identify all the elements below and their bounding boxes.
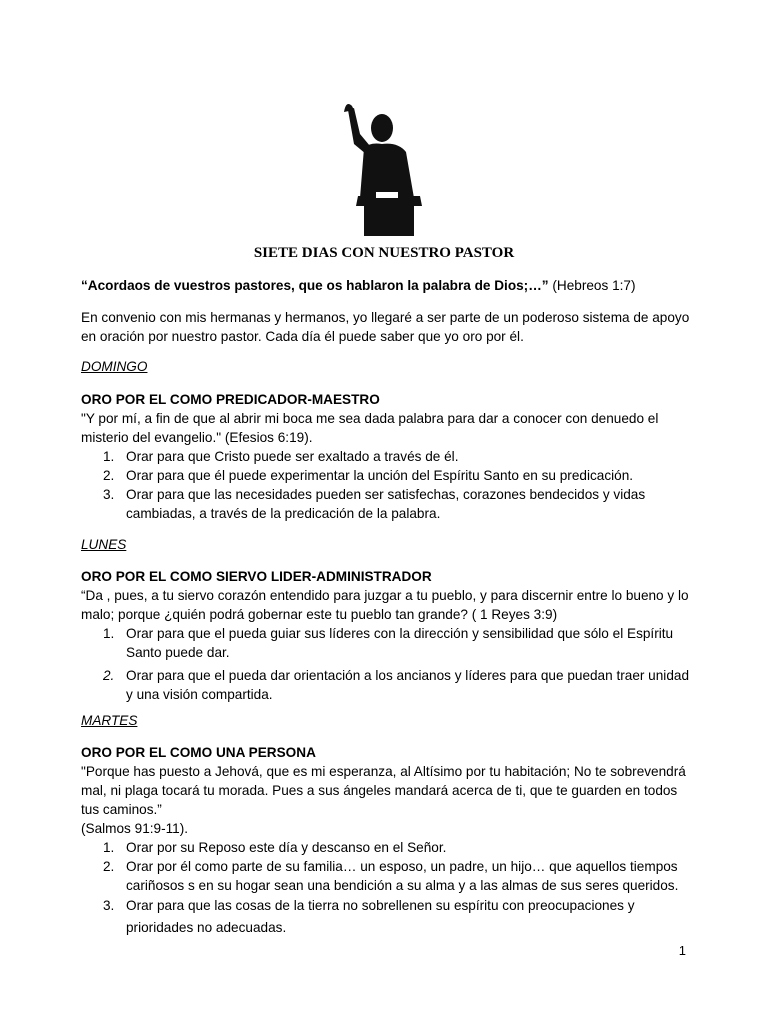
intro-quote-reference: (Hebreos 1:7) xyxy=(548,278,636,293)
list-item-text: Orar para que el pueda dar orientación a los ancianos y líderes para que puedan traer unidad y una visión compartida. xyxy=(126,668,690,702)
list-item xyxy=(81,624,691,662)
day-label-lunes: LUNES xyxy=(81,537,127,552)
list-item-number: 1. xyxy=(103,626,115,641)
page-number: 1 xyxy=(678,943,686,958)
list-item xyxy=(81,838,691,857)
prayer-list-martes xyxy=(81,838,691,939)
prayer-list-domingo xyxy=(81,447,691,523)
list-item-number: 2. xyxy=(103,468,115,483)
pastor-at-pulpit-icon xyxy=(330,88,433,236)
section-verse-reference-martes: (Salmos 91:9-11). xyxy=(81,821,189,836)
section-verse-lunes: “Da , pues, a tu siervo corazón entendido para juzgar a tu pueblo, y para discernir entre lo bueno y lo malo; porque ¿quién podrá gobernar este tu pueblo tan grande? ( 1 Reyes 3:9) xyxy=(81,588,689,622)
list-item-text: Orar por su Reposo este día y descanso en el Señor. xyxy=(126,840,447,855)
day-label-domingo: DOMINGO xyxy=(81,359,148,374)
list-item-number: 2. xyxy=(103,859,115,874)
list-item-text: Orar para que Cristo puede ser exaltado a través de él. xyxy=(126,449,459,464)
intro-quote xyxy=(81,276,691,295)
list-item-number: 2. xyxy=(103,668,115,683)
day-label-martes: MARTES xyxy=(81,713,138,728)
section-verse-domingo: "Y por mí, a fin de que al abrir mi boca me sea dada palabra para dar a conocer con denuedo el misterio del evangelio." (Efesios 6:19). xyxy=(81,411,659,445)
list-item-text: Orar para que el pueda guiar sus líderes con la dirección y sensibilidad que sólo el Espíritu Santo puede dar. xyxy=(126,626,674,660)
list-item-text: Orar para que él puede experimentar la unción del Espíritu Santo en su predicación. xyxy=(126,468,634,483)
section-verse-martes: "Porque has puesto a Jehová, que es mi esperanza, al Altísimo por tu habitación; No te sobrevendrá mal, ni plaga tocará tu morada. Pues a sus ángeles mandará acerca de ti, que te guarden en todos tus caminos.” xyxy=(81,764,686,817)
section-heading-domingo: ORO POR EL COMO PREDICADOR-MAESTRO xyxy=(81,392,380,407)
intro-paragraph: En convenio con mis hermanas y hermanos, yo llegaré a ser parte de un poderoso sistema de apoyo en oración por nuestro pastor. Cada día él puede saber que yo oro por él. xyxy=(81,310,690,344)
list-item-number: 1. xyxy=(103,449,115,464)
section-heading-martes: ORO POR EL COMO UNA PERSONA xyxy=(81,745,316,760)
list-item xyxy=(81,447,691,466)
list-item xyxy=(81,857,691,895)
list-item xyxy=(81,895,691,939)
list-item-text: Orar por él como parte de su familia… un esposo, un padre, un hijo… que aquellos tiempos cariñosos s en su hogar sean una bendición a su alma y a las almas de sus seres queridos. xyxy=(126,859,679,893)
list-item-number: 1. xyxy=(103,840,115,855)
list-item-number: 3. xyxy=(103,487,115,502)
list-item xyxy=(81,466,691,485)
list-item xyxy=(81,485,691,523)
section-heading-lunes: ORO POR EL COMO SIERVO LIDER-ADMINISTRADOR xyxy=(81,569,432,584)
page-title: SIETE DIAS CON NUESTRO PASTOR xyxy=(253,245,515,261)
list-item-text: Orar para que las necesidades pueden ser satisfechas, corazones bendecidos y vidas cambiadas, a través de la predicación de la palabra. xyxy=(126,487,646,521)
list-item xyxy=(81,666,691,704)
list-item-text: Orar para que las cosas de la tierra no sobrellenen su espíritu con preocupaciones y prioridades no adecuadas. xyxy=(126,898,635,935)
prayer-list-lunes xyxy=(81,624,691,704)
intro-quote-text: “Acordaos de vuestros pastores, que os hablaron la palabra de Dios;…” xyxy=(81,278,549,293)
list-item-number: 3. xyxy=(103,898,115,913)
